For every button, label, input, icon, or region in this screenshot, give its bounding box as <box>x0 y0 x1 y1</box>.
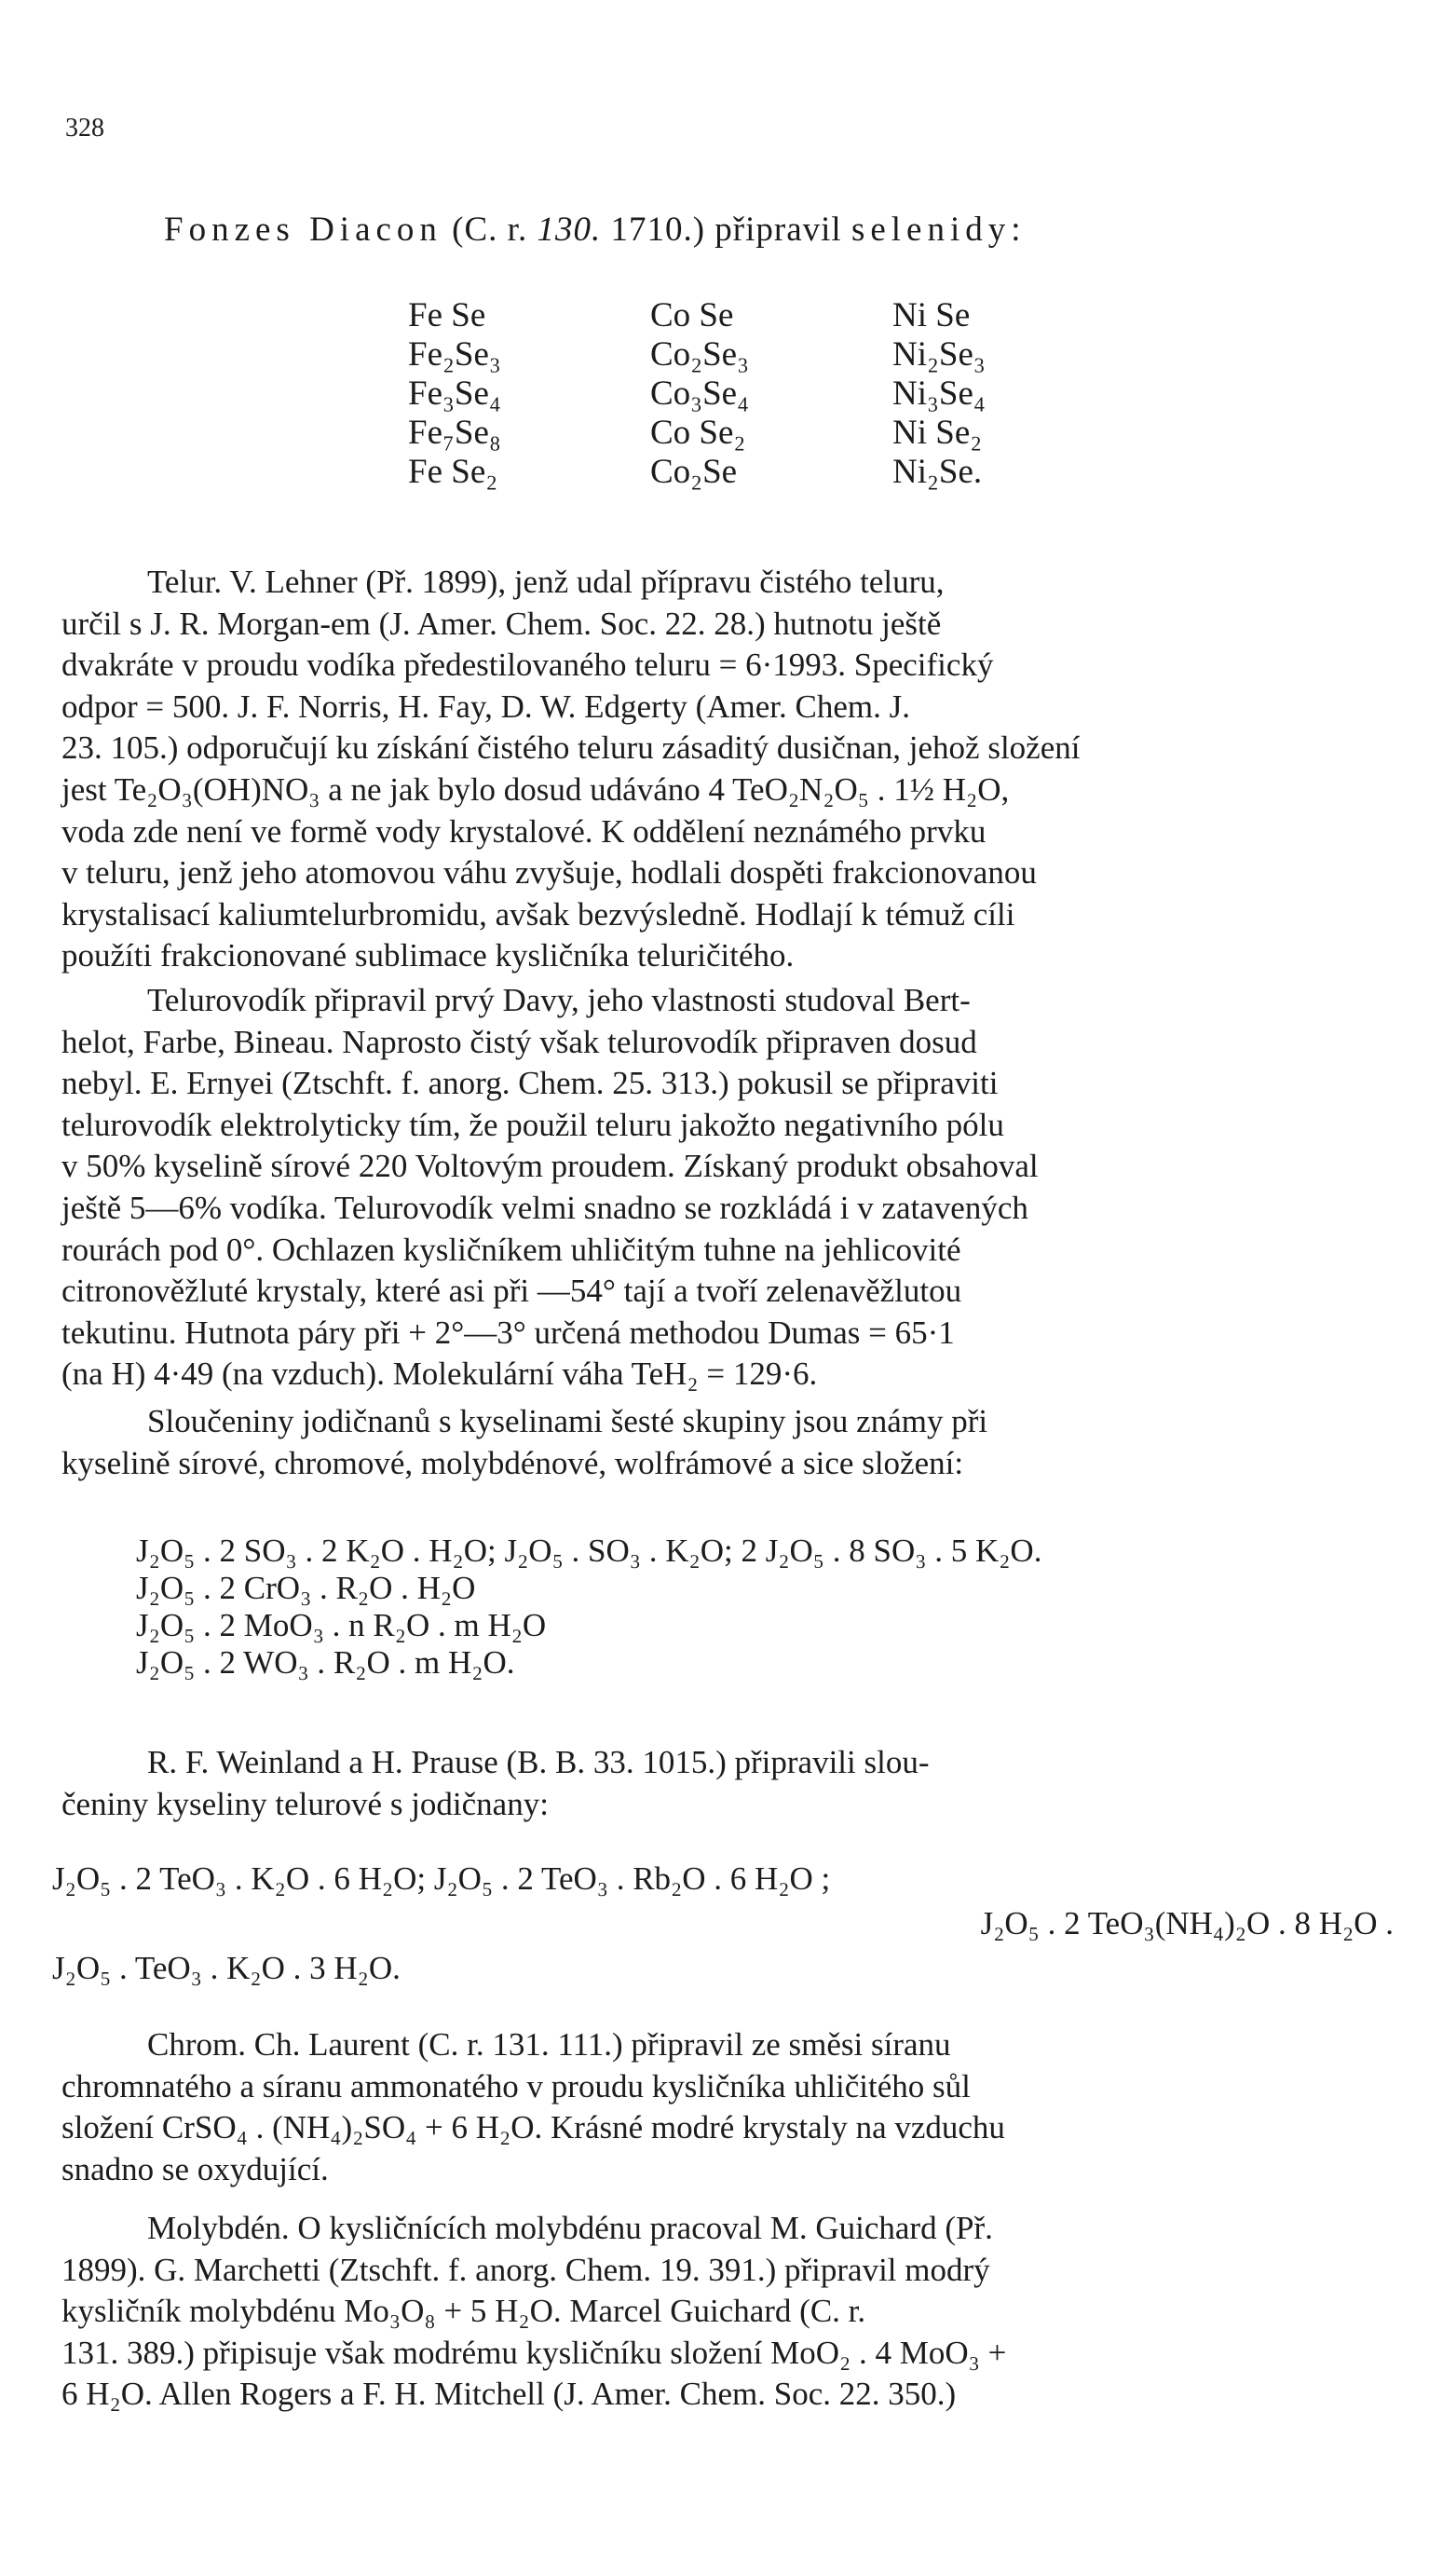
text-line: odpor = 500. J. F. Norris, H. Fay, D. W. Edgerty (Amer. Chem. J. <box>61 688 911 725</box>
table-cell: Fe₇Se₈ <box>408 414 501 452</box>
table-cell: Co₂Se <box>650 453 738 491</box>
text-line: jest Te₂O₃(OH)NO₃ a ne jak bylo dosud udáváno 4 TeO₂N₂O₅ . 1½ H₂O, <box>61 770 1010 808</box>
text-line: 1899). G. Marchetti (Ztschft. f. anorg. Chem. 19. 391.) připravil modrý <box>61 2251 990 2288</box>
table-row <box>408 375 1135 414</box>
section-heading <box>164 210 1027 250</box>
text-line: rourách pod 0°. Ochlazen kysličníkem uhličitým tuhne na jehlicovité <box>61 1231 961 1268</box>
table-cell: Fe₂Se₃ <box>408 335 501 374</box>
table-cell: Ni₂Se. <box>892 453 983 491</box>
table-cell: Ni₂Se₃ <box>892 335 986 374</box>
heading-ref-volume: 130. <box>537 211 602 249</box>
text-line: složení CrSO₄ . (NH₄)₂SO₄ + 6 H₂O. Krásné modré krystaly na vzduchu <box>61 2109 1005 2146</box>
formula-list-2 <box>52 1857 1412 1991</box>
table-cell: Co₃Se₄ <box>650 375 749 413</box>
text-line: Molybdén. O kysličnících molybdénu pracoval M. Guichard (Př. <box>147 2210 993 2246</box>
text-line: nebyl. E. Ernyei (Ztschft. f. anorg. Chem. 25. 313.) pokusil se připraviti <box>61 1065 999 1102</box>
formula-line: J₂O₅ . 2 MoO₃ . n R₂O . m H₂O <box>136 1607 547 1643</box>
text-line: 131. 389.) připisuje však modrému kysličníku složení MoO₂ . 4 MoO₃ + <box>61 2334 1007 2371</box>
text-line: kysličník molybdénu Mo₃O₈ + 5 H₂O. Marcel Guichard (C. r. <box>61 2293 866 2330</box>
text-line: 23. 105.) odporučují ku získání čistého teluru zásaditý dusičnan, jehož složení <box>61 729 1081 767</box>
page-number: 328 <box>65 114 104 143</box>
text-line: Chrom. Ch. Laurent (C. r. 131. 111.) připravil ze směsi síranu <box>147 2026 951 2063</box>
text-line: snadno se oxydující. <box>61 2150 329 2187</box>
table-cell: Ni Se <box>892 296 971 334</box>
text-line: dvakráte v proudu vodíka předestilovaného teluru = 6·1993. Specifický <box>61 647 994 684</box>
text-line: krystalisací kaliumtelurbromidu, avšak bezvýsledně. Hodlají k témuž cíli <box>61 895 1015 933</box>
text-line: chromnatého a síranu ammonatého v proudu kysličníka uhličitého sůl <box>61 2067 971 2105</box>
table-cell: Fe Se <box>408 296 486 334</box>
text-line: helot, Farbe, Bineau. Naprosto čistý však telurovodík připraven dosud <box>61 1023 977 1060</box>
table-row <box>408 453 1135 492</box>
telur-paragraph <box>61 562 1410 977</box>
text-line: tekutinu. Hutnota páry při + 2°—3° určená methodou Dumas = 65·1 <box>61 1314 955 1351</box>
text-line: čeniny kyseliny telurové s jodičnany: <box>61 1785 549 1822</box>
table-cell: Co₂Se₃ <box>650 335 749 374</box>
text-line: Telur. V. Lehner (Př. 1899), jenž udal přípravu čistého teluru, <box>147 564 945 600</box>
formula-line: J₂O₅ . 2 SO₃ . 2 K₂O . H₂O; J₂O₅ . SO₃ . K₂O; 2 J₂O₅ . 8 SO₃ . 5 K₂O. <box>136 1533 1042 1569</box>
text-line: R. F. Weinland a H. Prause (B. B. 33. 1015.) připravili slou- <box>147 1744 930 1780</box>
text-line: telurovodík elektrolyticky tím, že použil teluru jakožto negativního pólu <box>61 1106 1004 1143</box>
text-line: kyselině sírové, chromové, molybdénové, wolfrámové a sice složení: <box>61 1444 964 1481</box>
text-line: použíti frakcionované sublimace kysličníka teluričitého. <box>61 937 795 974</box>
table-row <box>408 414 1135 453</box>
table-cell: Fe₃Se₄ <box>408 375 501 413</box>
jodicnany-paragraph <box>61 1401 1410 1484</box>
text-line: (na H) 4·49 (na vzduch). Molekulární váha TeH₂ = 129·6. <box>61 1355 818 1393</box>
selenide-table <box>408 296 1135 492</box>
weinland-paragraph <box>61 1742 1410 1825</box>
telurovodik-paragraph <box>61 980 1410 1396</box>
text-line: v teluru, jenž jeho atomovou váhu zvyšuje, hodlali dospěti frakcionovanou <box>61 854 1037 892</box>
table-cell: Fe Se₂ <box>408 453 498 491</box>
text-line: citronověžluté krystaly, které asi při —54° tají a tvoří zelenavěžlutou <box>61 1273 962 1310</box>
formula-line: J₂O₅ . 2 TeO₃(NH₄)₂O . 8 H₂O . <box>980 1905 1394 1941</box>
table-cell: Co Se₂ <box>650 414 746 452</box>
text-line: určil s J. R. Morgan-em (J. Amer. Chem. Soc. 22. 28.) hutnotu ještě <box>61 605 942 642</box>
formula-line: J₂O₅ . TeO₃ . K₂O . 3 H₂O. <box>52 1950 401 1986</box>
table-row <box>408 335 1135 375</box>
text-line: 6 H₂O. Allen Rogers a F. H. Mitchell (J. Amer. Chem. Soc. 22. 350.) <box>61 2376 957 2413</box>
chrom-paragraph <box>61 2024 1410 2190</box>
text-line: v 50% kyselině sírové 220 Voltovým proudem. Získaný produkt obsahoval <box>61 1148 1039 1185</box>
text-line: Sloučeniny jodičnanů s kyselinami šesté skupiny jsou známy při <box>147 1403 988 1439</box>
table-cell: Co Se <box>650 296 734 334</box>
table-row <box>408 296 1135 335</box>
text-line: ještě 5—6% vodíka. Telurovodík velmi snadno se rozkládá i v zatavených <box>61 1189 1028 1226</box>
heading-ref-pre: (C. r. <box>452 211 537 249</box>
formula-list-1 <box>136 1533 1394 1682</box>
table-cell: Ni₃Se₄ <box>892 375 986 413</box>
formula-line: J₂O₅ . 2 TeO₃ . K₂O . 6 H₂O; J₂O₅ . 2 TeO₃ . Rb₂O . 6 H₂O ; <box>52 1860 831 1897</box>
heading-author: Fonzes Diacon <box>164 211 442 249</box>
heading-spaced-term: selenidy: <box>850 211 1027 249</box>
heading-ref-post: 1710.) připravil <box>601 211 851 249</box>
table-cell: Ni Se₂ <box>892 414 983 452</box>
text-line: Telurovodík připravil prvý Davy, jeho vlastnosti studoval Bert- <box>147 982 971 1018</box>
text-line: voda zde není ve formě vody krystalové. K oddělení neznámého prvku <box>61 812 987 850</box>
molybden-paragraph <box>61 2208 1410 2416</box>
formula-line: J₂O₅ . 2 WO₃ . R₂O . m H₂O. <box>136 1644 515 1681</box>
formula-line: J₂O₅ . 2 CrO₃ . R₂O . H₂O <box>136 1570 476 1606</box>
